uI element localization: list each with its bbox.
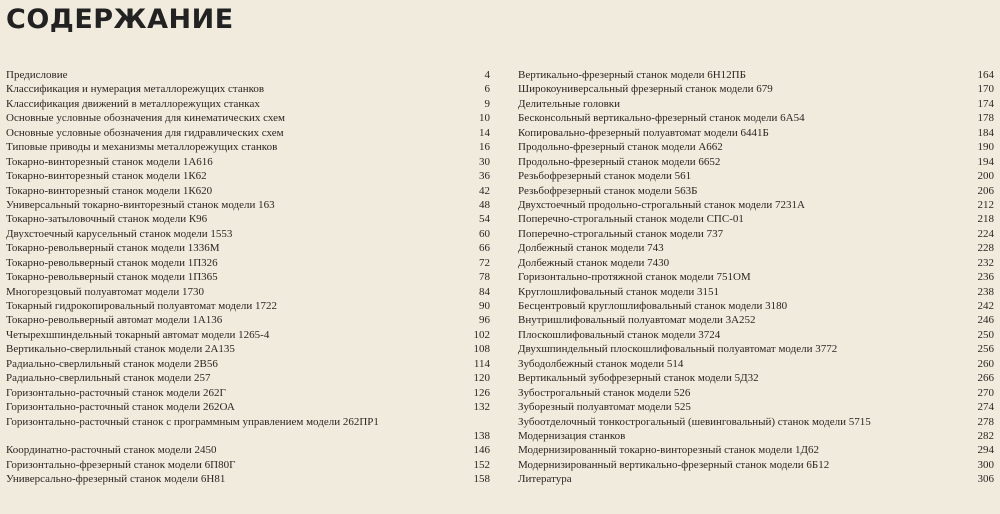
entry-page-number: 132 bbox=[473, 401, 490, 414]
entry-title: Поперечно-строгальный станок модели СПС-01 bbox=[518, 213, 744, 226]
entry-page-number: 194 bbox=[977, 155, 994, 168]
entry-page-number: 306 bbox=[977, 473, 994, 486]
contents-entry bbox=[518, 227, 994, 241]
entry-title: Двухшпиндельный плоскошлифовальный полуавтомат модели 3772 bbox=[518, 343, 838, 356]
contents-entry bbox=[518, 328, 994, 342]
entry-page-number: 174 bbox=[977, 97, 994, 110]
entry-page-number: 278 bbox=[977, 415, 994, 428]
contents-entry bbox=[6, 313, 490, 327]
contents-entry bbox=[518, 256, 994, 270]
entry-page-number: 84 bbox=[479, 285, 490, 298]
contents-entry bbox=[518, 198, 994, 212]
contents-entry bbox=[6, 285, 490, 299]
entry-title: Многорезцовый полуавтомат модели 1730 bbox=[6, 285, 205, 298]
entry-title: Токарный гидрокопировальный полуавтомат модели 1722 bbox=[6, 300, 277, 312]
entry-title: Вертикально-сверлильный станок модели 2А135 bbox=[6, 343, 235, 356]
entry-page-number: 14 bbox=[479, 126, 490, 139]
entry-page-number: 274 bbox=[977, 401, 994, 414]
contents-entry bbox=[518, 429, 994, 443]
entry-title: Зубодолбежный станок модели 514 bbox=[518, 357, 684, 370]
entry-title: Токарно-револьверный станок модели 1П326 bbox=[6, 256, 218, 269]
contents-entry bbox=[518, 82, 994, 96]
entry-page-number: 246 bbox=[977, 314, 994, 327]
entry-page-number: 4 bbox=[484, 69, 490, 81]
entry-title: Модернизированный вертикально-фрезерный станок модели 6Б12 bbox=[518, 458, 830, 471]
contents-entry bbox=[6, 357, 490, 371]
entry-title: Плоскошлифовальный станок модели 3724 bbox=[518, 328, 721, 341]
contents-entry bbox=[6, 386, 490, 400]
entry-page-number: 218 bbox=[977, 213, 994, 226]
contents-entry bbox=[6, 342, 490, 356]
entry-title: Координатно-расточный станок модели 2450 bbox=[6, 444, 217, 457]
contents-entry bbox=[6, 241, 490, 255]
entry-page-number: 72 bbox=[479, 256, 490, 269]
contents-entry bbox=[518, 184, 994, 198]
contents-entry bbox=[6, 299, 490, 313]
entry-page-number: 250 bbox=[977, 328, 994, 341]
entry-title: Продольно-фрезерный станок модели 6652 bbox=[518, 155, 721, 168]
entry-page-number: 126 bbox=[473, 386, 490, 399]
entry-title: Долбежный станок модели 743 bbox=[518, 242, 664, 255]
contents-entry bbox=[518, 357, 994, 371]
entry-page-number: 66 bbox=[479, 242, 490, 255]
contents-entry bbox=[6, 97, 490, 111]
entry-page-number: 238 bbox=[977, 285, 994, 298]
contents-entry bbox=[6, 111, 490, 125]
entry-page-number: 200 bbox=[977, 170, 994, 183]
contents-entry bbox=[6, 415, 490, 444]
contents-entry bbox=[518, 313, 994, 327]
entry-title: Горизонтально-расточный станок с программным управлением модели 262ПР1 bbox=[6, 415, 379, 428]
entry-title: Классификация и нумерация металлорежущих станков bbox=[6, 83, 265, 96]
entry-title: Литература bbox=[518, 473, 572, 486]
entry-title: Делительные головки bbox=[518, 97, 621, 110]
entry-title: Вертикально-фрезерный станок модели 6Н12ПБ bbox=[518, 69, 746, 81]
entry-page-number: 270 bbox=[977, 386, 994, 399]
entry-page-number: 120 bbox=[473, 372, 490, 385]
entry-title: Внутришлифовальный полуавтомат модели 3А252 bbox=[518, 314, 756, 327]
contents-entry bbox=[518, 140, 994, 154]
contents-entry bbox=[6, 198, 490, 212]
entry-page-number: 48 bbox=[479, 198, 490, 211]
contents-entry bbox=[518, 342, 994, 356]
entry-title: Бесконсольный вертикально-фрезерный станок модели 6А54 bbox=[518, 112, 805, 125]
entry-page-number: 260 bbox=[977, 357, 994, 370]
entry-title: Поперечно-строгальный станок модели 737 bbox=[518, 227, 724, 240]
entry-page-number: 212 bbox=[977, 198, 994, 211]
entry-page-number: 190 bbox=[977, 141, 994, 154]
contents-column-right bbox=[518, 68, 994, 487]
contents-entry bbox=[6, 458, 490, 472]
entry-page-number: 282 bbox=[977, 429, 994, 442]
entry-page-number: 36 bbox=[479, 170, 490, 183]
entry-title: Токарно-винторезный станок модели 1К62 bbox=[6, 170, 207, 183]
contents-entry bbox=[6, 126, 490, 140]
entry-title: Токарно-револьверный автомат модели 1А136 bbox=[6, 314, 223, 327]
entry-title: Токарно-винторезный станок модели 1А616 bbox=[6, 155, 213, 168]
entry-title: Модернизация станков bbox=[518, 429, 626, 442]
entry-title: Основные условные обозначения для гидравлических схем bbox=[6, 126, 284, 139]
entry-title: Двухстоечный карусельный станок модели 1553 bbox=[6, 227, 233, 240]
entry-title: Бесцентровый круглошлифовальный станок модели 3180 bbox=[518, 300, 788, 312]
contents-entry bbox=[6, 400, 490, 414]
contents-entry bbox=[6, 270, 490, 284]
entry-title: Токарно-револьверный станок модели 1П365 bbox=[6, 271, 218, 284]
contents-entry bbox=[518, 68, 994, 82]
entry-title: Четырехшпиндельный токарный автомат модели 1265-4 bbox=[6, 328, 270, 341]
contents-entry bbox=[6, 184, 490, 198]
entry-page-number: 108 bbox=[473, 343, 490, 356]
entry-page-number: 138 bbox=[473, 429, 490, 442]
entry-page-number: 16 bbox=[479, 141, 490, 154]
entry-page-number: 170 bbox=[977, 83, 994, 96]
entry-title: Универсальный токарно-винторезный станок модели 163 bbox=[6, 198, 275, 211]
entry-title: Предисловие bbox=[6, 69, 68, 81]
contents-entry bbox=[6, 212, 490, 226]
entry-title: Зуборезный полуавтомат модели 525 bbox=[518, 401, 691, 414]
entry-title: Типовые приводы и механизмы металлорежущих станков bbox=[6, 141, 278, 154]
entry-page-number: 102 bbox=[473, 328, 490, 341]
contents-entry bbox=[6, 443, 490, 457]
contents-entry bbox=[518, 212, 994, 226]
entry-title: Круглошлифовальный станок модели 3151 bbox=[518, 285, 719, 298]
contents-entry bbox=[6, 256, 490, 270]
entry-title: Резьбофрезерный станок модели 563Б bbox=[518, 184, 698, 197]
entry-page-number: 146 bbox=[473, 444, 490, 457]
contents-entry bbox=[518, 299, 994, 313]
entry-title: Зубострогальный станок модели 526 bbox=[518, 386, 691, 399]
entry-title: Радиально-сверлильный станок модели 257 bbox=[6, 372, 211, 385]
contents-entry bbox=[518, 371, 994, 385]
entry-title: Токарно-револьверный станок модели 1336М bbox=[6, 242, 220, 255]
entry-page-number: 266 bbox=[977, 372, 994, 385]
contents-entry bbox=[518, 111, 994, 125]
entry-title: Основные условные обозначения для кинематических схем bbox=[6, 112, 285, 125]
entry-page-number: 184 bbox=[977, 126, 994, 139]
entry-page-number: 206 bbox=[977, 184, 994, 197]
contents-entry bbox=[6, 227, 490, 241]
entry-title: Токарно-затыловочный станок модели К96 bbox=[6, 213, 208, 226]
contents-entry bbox=[518, 458, 994, 472]
contents-entry bbox=[6, 82, 490, 96]
contents-entry bbox=[518, 155, 994, 169]
contents-entry bbox=[518, 443, 994, 457]
entry-title: Продольно-фрезерный станок модели А662 bbox=[518, 141, 723, 154]
entry-page-number: 224 bbox=[977, 227, 994, 240]
contents-entry bbox=[518, 285, 994, 299]
entry-page-number: 78 bbox=[479, 271, 490, 284]
entry-page-number: 158 bbox=[473, 473, 490, 486]
entry-title: Вертикальный зубофрезерный станок модели 5Д32 bbox=[518, 372, 759, 385]
contents-entry bbox=[518, 472, 994, 486]
entry-page-number: 164 bbox=[977, 69, 994, 81]
contents-entry bbox=[518, 169, 994, 183]
entry-title: Широкоуниверсальный фрезерный станок модели 679 bbox=[518, 83, 773, 96]
entry-title: Универсально-фрезерный станок модели 6Н81 bbox=[6, 473, 226, 486]
entry-page-number: 6 bbox=[484, 83, 490, 96]
entry-page-number: 256 bbox=[977, 343, 994, 356]
contents-entry bbox=[6, 328, 490, 342]
contents-entry bbox=[6, 155, 490, 169]
entry-title: Горизонтально-расточный станок модели 262ОА bbox=[6, 401, 235, 414]
entry-title: Модернизированный токарно-винторезный станок модели 1Д62 bbox=[518, 444, 820, 457]
entry-page-number: 30 bbox=[479, 155, 490, 168]
contents-entry bbox=[6, 140, 490, 154]
contents-column-left bbox=[6, 68, 490, 487]
entry-page-number: 60 bbox=[479, 227, 490, 240]
contents-entry bbox=[518, 270, 994, 284]
entry-page-number: 300 bbox=[977, 458, 994, 471]
entry-title: Горизонтально-расточный станок модели 262Г bbox=[6, 386, 226, 399]
contents-entry bbox=[6, 371, 490, 385]
entry-page-number: 54 bbox=[479, 213, 490, 226]
entry-title: Горизонтально-протяжной станок модели 751ОМ bbox=[518, 271, 751, 284]
contents-entry bbox=[6, 472, 490, 486]
entry-page-number: 242 bbox=[977, 300, 994, 312]
contents-entry bbox=[6, 169, 490, 183]
entry-page-number: 90 bbox=[479, 300, 490, 312]
contents-entry bbox=[518, 386, 994, 400]
entry-title: Токарно-винторезный станок модели 1К620 bbox=[6, 184, 213, 197]
contents-entry bbox=[518, 241, 994, 255]
entry-title: Радиально-сверлильный станок модели 2В56 bbox=[6, 357, 218, 370]
entry-page-number: 96 bbox=[479, 314, 490, 327]
entry-page-number: 10 bbox=[479, 112, 490, 125]
contents-entry bbox=[518, 400, 994, 414]
entry-page-number: 42 bbox=[479, 184, 490, 197]
contents-entry bbox=[6, 68, 490, 82]
entry-page-number: 9 bbox=[484, 97, 490, 110]
contents-entry bbox=[518, 97, 994, 111]
contents-entry bbox=[518, 415, 994, 429]
entry-title: Зубоотделочный тонкострогальный (шевинговальный) станок модели 5715 bbox=[518, 415, 871, 428]
entry-title: Горизонтально-фрезерный станок модели 6П80Г bbox=[6, 458, 236, 471]
entry-title: Резьбофрезерный станок модели 561 bbox=[518, 170, 692, 183]
entry-page-number: 178 bbox=[977, 112, 994, 125]
entry-page-number: 228 bbox=[977, 242, 994, 255]
entry-title: Классификация движений в металлорежущих станках bbox=[6, 97, 260, 110]
entry-page-number: 232 bbox=[977, 256, 994, 269]
entry-page-number: 294 bbox=[977, 444, 994, 457]
entry-title: Двухстоечный продольно-строгальный станок модели 7231А bbox=[518, 198, 805, 211]
entry-page-number: 152 bbox=[473, 458, 490, 471]
entry-page-number: 114 bbox=[473, 357, 490, 370]
entry-title: Копировально-фрезерный полуавтомат модели 6441Б bbox=[518, 126, 769, 139]
contents-entry bbox=[518, 126, 994, 140]
entry-page-number: 236 bbox=[977, 271, 994, 284]
entry-title: Долбежный станок модели 7430 bbox=[518, 256, 670, 269]
page-title: СОДЕРЖАНИЕ bbox=[6, 4, 234, 35]
